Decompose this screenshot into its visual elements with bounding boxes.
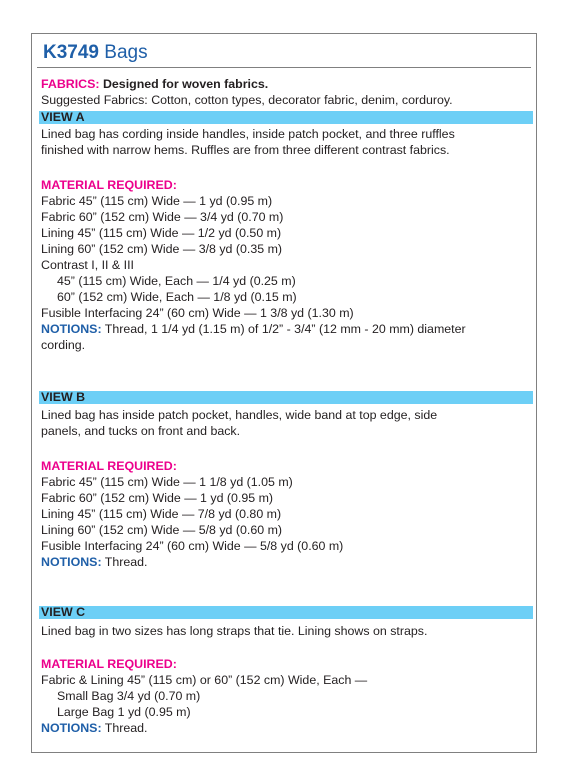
view-a-notions-cont: cording.: [41, 338, 86, 352]
view-a-material: 60” (152 cm) Wide, Each — 1/8 yd (0.15 m): [57, 290, 297, 304]
view-b-desc-line-2: panels, and tucks on front and back.: [41, 424, 241, 438]
pattern-code: K3749: [43, 42, 99, 63]
suggested-fabrics: Suggested Fabrics: Cotton, cotton types, decorator fabric, denim, corduroy.: [41, 93, 453, 107]
view-b-heading-bar: [39, 391, 533, 404]
view-b-material-heading: MATERIAL REQUIRED:: [41, 459, 177, 473]
view-c-material: Small Bag 3/4 yd (0.70 m): [57, 689, 201, 703]
page-title: [43, 42, 148, 64]
view-a-material: Contrast I, II & III: [41, 258, 134, 272]
view-a-notions-text: Thread, 1 1/4 yd (1.15 m) of 1/2” - 3/4” (12 mm - 20 mm) diameter: [101, 322, 466, 336]
view-c-notions: [41, 720, 148, 736]
view-b-material: Lining 60” (152 cm) Wide — 5/8 yd (0.60 m): [41, 523, 283, 537]
view-c-desc-line-1: Lined bag in two sizes has long straps that tie. Lining shows on straps.: [41, 624, 428, 638]
view-c-material: Large Bag 1 yd (0.95 m): [57, 705, 191, 719]
view-b-material: Lining 45” (115 cm) Wide — 7/8 yd (0.80 m): [41, 507, 282, 521]
pattern-name: Bags: [104, 42, 148, 63]
fabrics-desc: Designed for woven fabrics.: [102, 77, 269, 91]
view-a-notions-label: NOTIONS:: [41, 322, 102, 336]
view-b-notions: [41, 554, 148, 570]
view-a-notions: [41, 321, 466, 337]
view-a-material-heading: MATERIAL REQUIRED:: [41, 178, 177, 192]
view-a-material: Fabric 60” (152 cm) Wide — 3/4 yd (0.70 m): [41, 210, 284, 224]
view-b-heading: VIEW B: [41, 390, 86, 404]
fabrics-label: FABRICS:: [41, 77, 100, 91]
view-c-notions-label: NOTIONS:: [41, 721, 102, 735]
view-a-material: Lining 60” (152 cm) Wide — 3/8 yd (0.35 m): [41, 242, 283, 256]
view-a-material: Fabric 45” (115 cm) Wide — 1 yd (0.95 m): [41, 194, 273, 208]
view-c-notions-text: Thread.: [101, 721, 148, 735]
view-b-material: Fabric 60” (152 cm) Wide — 1 yd (0.95 m): [41, 491, 274, 505]
view-b-notions-text: Thread.: [101, 555, 148, 569]
view-c-material: Fabric & Lining 45” (115 cm) or 60” (152 cm) Wide, Each —: [41, 673, 368, 687]
view-c-heading: VIEW C: [41, 605, 86, 619]
view-c-material-heading: MATERIAL REQUIRED:: [41, 657, 177, 671]
view-a-material: Lining 45” (115 cm) Wide — 1/2 yd (0.50 m): [41, 226, 282, 240]
fabrics-line: [41, 76, 268, 92]
pattern-info-card: [31, 33, 537, 753]
view-b-material: Fusible Interfacing 24” (60 cm) Wide — 5/8 yd (0.60 m): [41, 539, 344, 553]
view-b-notions-label: NOTIONS:: [41, 555, 102, 569]
title-divider: [37, 67, 531, 68]
view-a-heading: VIEW A: [41, 110, 85, 124]
view-c-heading-bar: [39, 606, 533, 619]
view-a-material: Fusible Interfacing 24” (60 cm) Wide — 1 3/8 yd (1.30 m): [41, 306, 354, 320]
view-a-desc-line-2: finished with narrow hems. Ruffles are from three different contrast fabrics.: [41, 143, 450, 157]
view-b-desc-line-1: Lined bag has inside patch pocket, handles, wide band at top edge, side: [41, 408, 438, 422]
view-a-desc-line-1: Lined bag has cording inside handles, inside patch pocket, and three ruffles: [41, 127, 455, 141]
view-a-heading-bar: [39, 111, 533, 124]
view-b-material: Fabric 45” (115 cm) Wide — 1 1/8 yd (1.05 m): [41, 475, 293, 489]
view-a-material: 45” (115 cm) Wide, Each — 1/4 yd (0.25 m): [57, 274, 296, 288]
